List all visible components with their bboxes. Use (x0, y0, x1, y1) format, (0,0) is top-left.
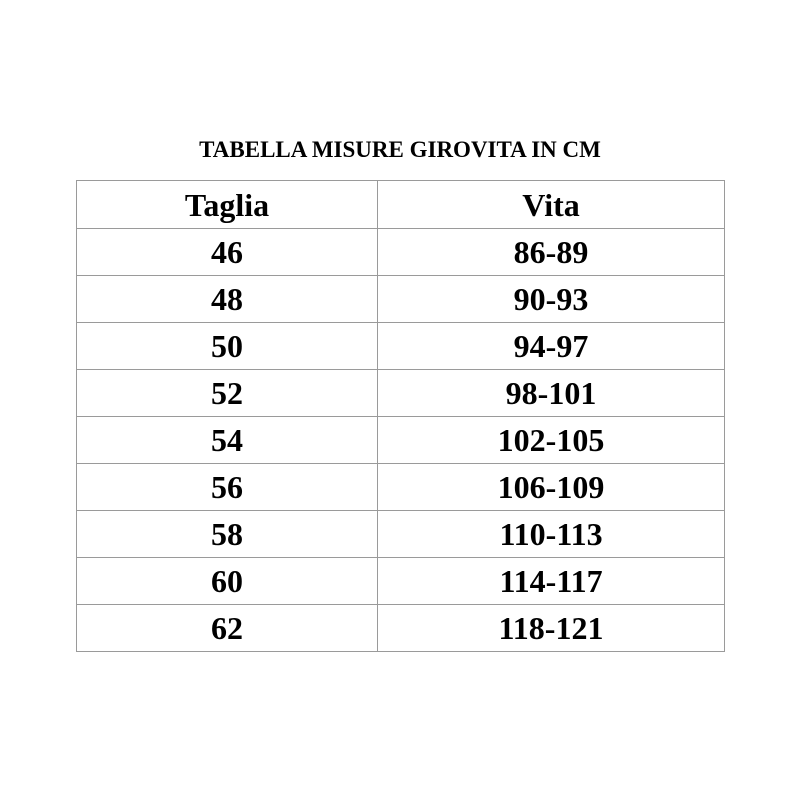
table-row (77, 464, 725, 511)
taglia-cell: 50 (77, 323, 378, 370)
vita-cell: 102-105 (378, 417, 725, 464)
taglia-cell: 56 (77, 464, 378, 511)
vita-cell: 118-121 (378, 605, 725, 652)
vita-cell: 86-89 (378, 229, 725, 276)
table-row (77, 558, 725, 605)
table-row (77, 229, 725, 276)
taglia-cell: 52 (77, 370, 378, 417)
table-row (77, 370, 725, 417)
taglia-cell: 60 (77, 558, 378, 605)
table-row (77, 417, 725, 464)
table-row (77, 511, 725, 558)
taglia-cell: 46 (77, 229, 378, 276)
header-row (77, 181, 725, 229)
taglia-cell: 54 (77, 417, 378, 464)
vita-cell: 110-113 (378, 511, 725, 558)
vita-cell: 106-109 (378, 464, 725, 511)
header-taglia: Taglia (77, 181, 378, 229)
vita-cell: 94-97 (378, 323, 725, 370)
taglia-cell: 62 (77, 605, 378, 652)
table-title: TABELLA MISURE GIROVITA IN CM (199, 137, 601, 162)
taglia-cell: 48 (77, 276, 378, 323)
vita-cell: 114-117 (378, 558, 725, 605)
taglia-cell: 58 (77, 511, 378, 558)
size-table (76, 180, 725, 652)
header-vita: Vita (378, 181, 725, 229)
table-row (77, 323, 725, 370)
vita-cell: 90-93 (378, 276, 725, 323)
table-row (77, 276, 725, 323)
vita-cell: 98-101 (378, 370, 725, 417)
table-row (77, 605, 725, 652)
